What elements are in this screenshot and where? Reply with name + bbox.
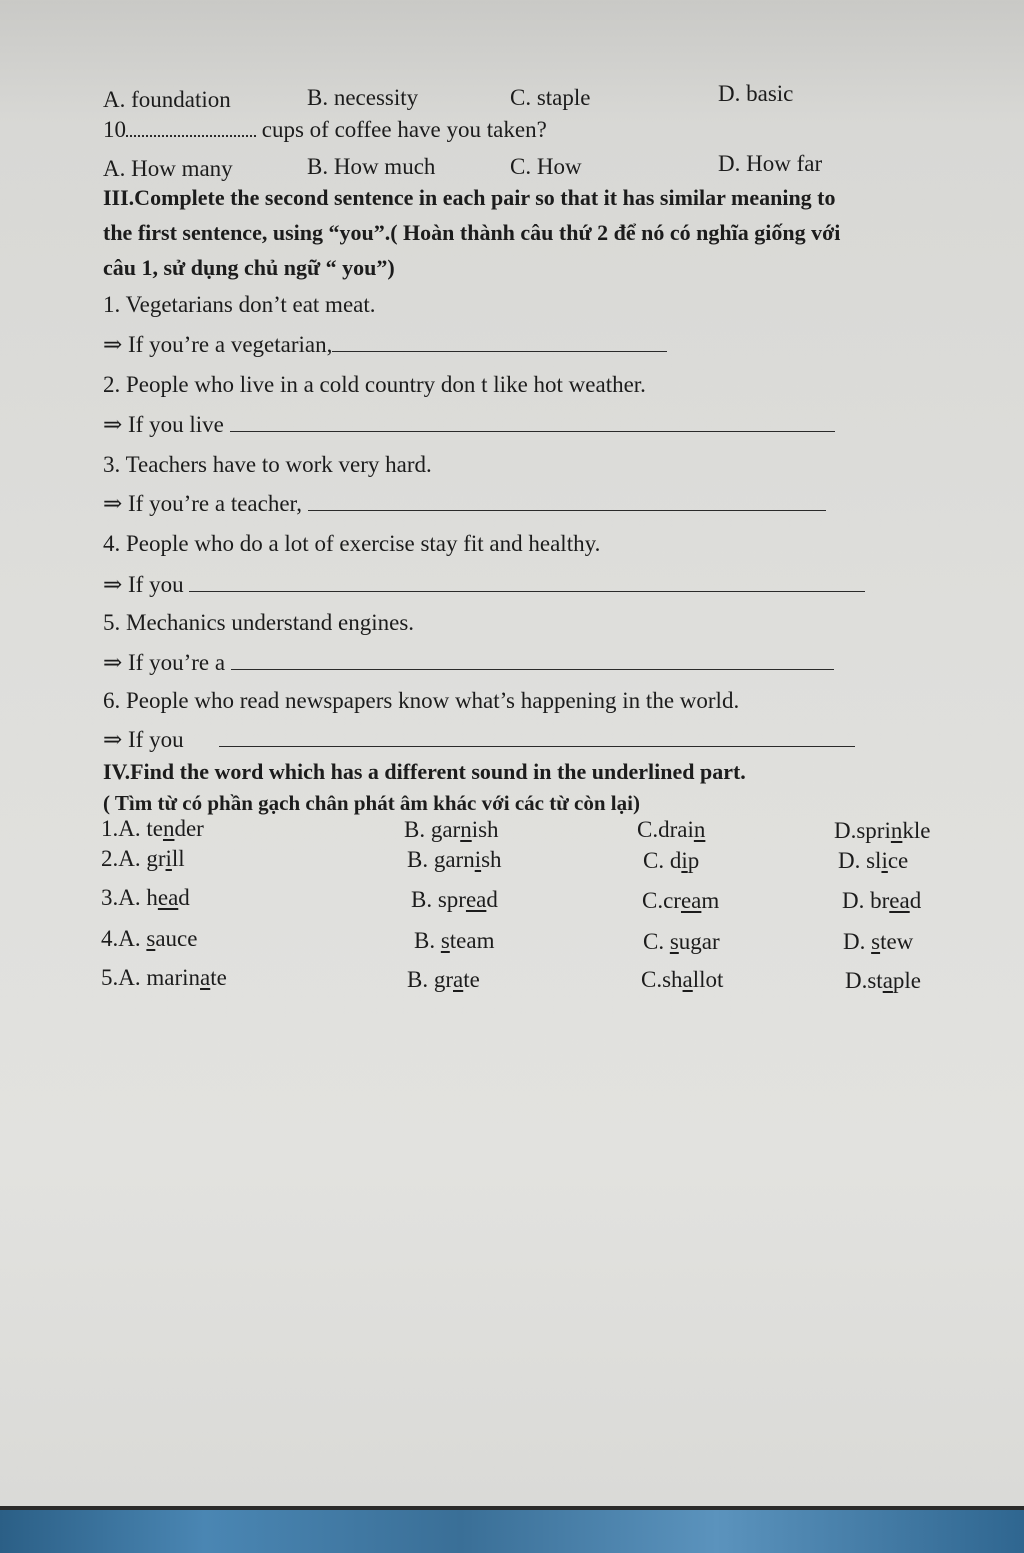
section3-item-4-sentence: 4. People who do a lot of exercise stay fit and healthy.: [103, 531, 601, 556]
q10-text: cups of coffee have you taken?: [256, 117, 547, 142]
section4-row-1-option-a: 1.A. tender: [101, 816, 204, 841]
section4-row-3-option-d: D. bread: [842, 888, 922, 913]
section3-item-3-prompt: ⇒ If you’re a teacher,: [103, 491, 308, 516]
section3-heading-line1: III.Complete the second sentence in each pair so that it has similar meaning to: [103, 185, 836, 210]
section4-row-3-option-c: C.cream: [642, 888, 720, 913]
section3-item-6-sentence: 6. People who read newspapers know what’s happening in the world.: [103, 688, 740, 713]
section3-item-4-prompt: ⇒ If you: [103, 572, 190, 597]
section3-item-6-prompt: ⇒ If you: [103, 727, 190, 752]
section4-row-5-option-c: C.shallot: [641, 967, 724, 992]
section3-item-5-prompt: ⇒ If you’re a: [103, 650, 231, 675]
section3-item-1-rewrite: [103, 331, 667, 359]
q10-blank: [126, 117, 256, 137]
section3-item-3-sentence: 3. Teachers have to work very hard.: [103, 452, 432, 477]
section4-row-1-option-c: C.drain: [637, 817, 706, 842]
section3-heading-line3: câu 1, sử dụng chủ ngữ “ you”): [103, 255, 395, 280]
section4-row-5-option-b: B. grate: [407, 967, 480, 992]
screen-bottom-edge: [0, 1506, 1024, 1553]
section3-item-3-rewrite: [103, 490, 826, 518]
section4-row-1-option-b: B. garnish: [404, 817, 499, 842]
section3-item-1-prompt: ⇒ If you’re a vegetarian,: [103, 332, 333, 357]
section3-heading-line2: the first sentence, using “you”.( Hoàn thành câu thứ 2 để nó có nghĩa giống với: [103, 220, 841, 245]
section3-item-2-prompt: ⇒ If you live: [103, 412, 230, 437]
section3-item-4-rewrite: [103, 571, 865, 599]
q9-option-c: C. staple: [510, 85, 591, 110]
q10-option-b: B. How much: [307, 154, 436, 179]
section3-item-4-answer-line[interactable]: [189, 571, 865, 592]
section3-item-6-rewrite: [103, 726, 855, 754]
q9-option-b: B. necessity: [307, 85, 419, 110]
q9-option-d: D. basic: [718, 81, 794, 106]
section4-row-3-option-b: B. spread: [411, 887, 498, 912]
section3-item-3-answer-line[interactable]: [308, 490, 826, 511]
section3-item-2-sentence: 2. People who live in a cold country don t like hot weather.: [103, 372, 646, 397]
section4-row-4-option-c: C. sugar: [643, 929, 720, 954]
q10-option-a: A. How many: [103, 156, 233, 181]
section4-row-2-option-b: B. garnish: [407, 847, 502, 872]
section3-item-5-rewrite: [103, 649, 834, 677]
section4-row-4-option-a: 4.A. sauce: [101, 926, 198, 951]
section4-heading: IV.Find the word which has a different sound in the underlined part.: [103, 759, 746, 784]
section4-subheading: ( Tìm từ có phần gạch chân phát âm khác với các từ còn lại): [103, 791, 640, 815]
section3-item-1-answer-line[interactable]: [332, 331, 667, 352]
section4-row-5-option-d: D.staple: [845, 968, 922, 993]
q10-option-c: C. How: [510, 154, 582, 179]
q10-number: 10: [103, 117, 126, 142]
section4-row-4-option-b: B. steam: [414, 928, 495, 953]
section4-row-2-option-a: 2.A. grill: [101, 846, 185, 871]
section3-item-5-sentence: 5. Mechanics understand engines.: [103, 610, 415, 635]
section3-item-5-answer-line[interactable]: [231, 649, 834, 670]
q10-option-d: D. How far: [718, 151, 823, 176]
section3-item-2-answer-line[interactable]: [230, 411, 835, 432]
section4-row-3-option-a: 3.A. head: [101, 885, 190, 910]
section4-row-4-option-d: D. stew: [843, 929, 914, 954]
section3-item-6-answer-line[interactable]: [219, 726, 855, 747]
q10-question: [103, 116, 547, 144]
section4-row-1-option-d: D.sprinkle: [834, 818, 931, 843]
section4-row-5-option-a: 5.A. marinate: [101, 965, 227, 990]
section3-item-1-sentence: 1. Vegetarians don’t eat meat.: [103, 292, 376, 317]
section3-item-2-rewrite: [103, 411, 835, 439]
section4-row-2-option-d: D. slice: [838, 848, 909, 873]
section4-row-2-option-c: C. dip: [643, 848, 700, 873]
q9-option-a: A. foundation: [103, 87, 231, 112]
